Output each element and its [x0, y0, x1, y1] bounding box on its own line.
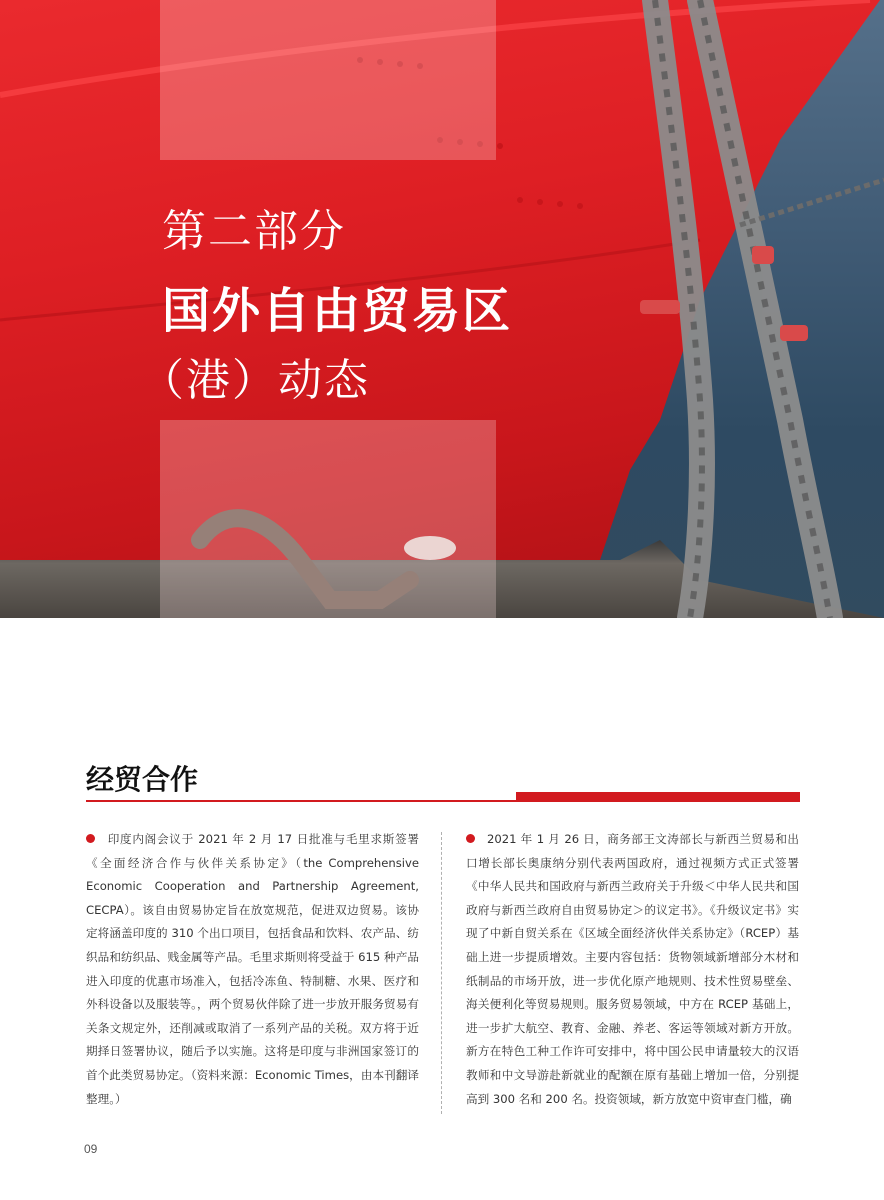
article-right: [466, 828, 799, 1111]
page-number: 09: [84, 1142, 98, 1156]
section-title: 经贸合作: [86, 763, 199, 796]
column-divider: [441, 832, 442, 1114]
overlay-panel-bottom: [160, 420, 496, 618]
section-rule-thick: [516, 792, 800, 802]
overlay-panel-top: [160, 0, 496, 160]
article-text: 印度内阁会议于 2021 年 2 月 17 日批准与毛里求斯签署《全面经济合作与伙伴关系协定》（the Comprehensive Economic Cooperation and Partnership Agreement, CECPA）。该自由贸易协定旨在放宽规范，促进双边贸易。该协定将涵盖印度的 310 个出口项目，包括食品和饮料、农产品、纺织品和纺织品、贱金属等产品。毛里求斯则将受益于 615 种产品进入印度的优惠市场准入，包括冷冻鱼、特制糖、水果、医疗和外科设备以及服装等。，两个贸易伙伴除了进一步放开服务贸易有关条文规定外，还削减或取消了一系列产品的关税。双方将于近期择日签署协议，随后予以实施。这将是印度与非洲国家签订的首个此类贸易协定。（资料来源：Economic Times，由本刊翻译整理。）: [86, 832, 419, 1106]
bullet-icon: [466, 834, 475, 843]
bullet-icon: [86, 834, 95, 843]
article-left: [86, 828, 419, 1111]
section-rule-thin: [86, 800, 516, 802]
part-subtitle: （港）动态: [140, 355, 370, 406]
article-text: 2021 年 1 月 26 日，商务部王文涛部长与新西兰贸易和出口增长部长奥康纳分别代表两国政府，通过视频方式正式签署《中华人民共和国政府与新西兰政府关于升级＜中华人民共和国政府与新西兰政府自由贸易协定＞的议定书》。《升级议定书》实现了中新自贸关系在《区域全面经济伙伴关系协定》（RCEP）基础上进一步提质增效。主要内容包括：货物领域新增部分木材和纸制品的市场开放，进一步优化原产地规则、技术性贸易壁垒、海关便利化等贸易规则。服务贸易领域，中方在 RCEP 基础上，进一步扩大航空、教育、金融、养老、客运等领域对新方开放。新方在特色工种工作许可安排中，将中国公民申请量较大的汉语教师和中文导游赴新就业的配额在原有基础上增加一倍，分别提高到 300 名和 200 名。投资领域，新方放宽中资审查门槛，确: [466, 832, 799, 1106]
part-label: 第二部分: [162, 206, 346, 257]
part-title: 国外自由贸易区: [162, 283, 513, 339]
